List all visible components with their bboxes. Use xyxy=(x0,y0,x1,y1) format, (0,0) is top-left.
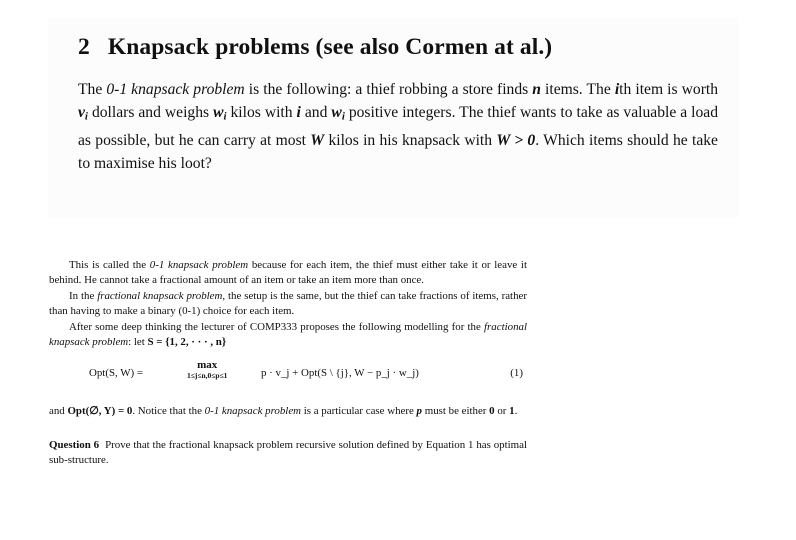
paragraph-modelling: After some deep thinking the lecturer of COMP333 proposes the following modelling for the fractional knapsack problem: let S = {1, 2, · · · , n} xyxy=(49,320,527,349)
problem-name: 0-1 knapsack problem xyxy=(106,81,245,98)
section-number: 2 xyxy=(78,34,90,60)
section-heading xyxy=(78,34,552,61)
intro-paragraph: The 0-1 knapsack problem is the following: a thief robbing a store finds n items. The ith item is worth $v_i$ dollars and weighs $w_i$ kilos with i and $w_i$ positive integers. The thief wants to take as valuable a load as possible, but he can carry at most W kilos in his knapsack with W > 0. Which items should he take to maximise his loot? xyxy=(78,81,719,172)
equation-1 xyxy=(49,356,527,400)
question-label: Question 6 xyxy=(49,438,100,451)
equation-max-operator: max 1≤j≤n,0≤p≤1 xyxy=(187,359,228,381)
section-title: Knapsack problems (see also Cormen at al.) xyxy=(107,34,553,60)
equation-number: (1) xyxy=(510,367,523,380)
equation-rhs: p · v_j + Opt(S \ {j}, W − p_j · w_j) xyxy=(261,367,419,380)
question-text: Prove that the fractional knapsack problem recursive solution defined by Equation 1 has optimal sub-structure. xyxy=(49,438,527,467)
lower-text-block xyxy=(49,258,527,469)
paragraph-01-explanation: This is called the 0-1 knapsack problem because for each item, the thief must either take it or leave it behind. He cannot take a fractional amount of an item or take an item more than once. xyxy=(49,259,527,287)
equation-lhs: Opt(S, W) = xyxy=(89,367,144,380)
question-6 xyxy=(49,438,527,469)
paragraph-base-case: and Opt(∅, Y) = 0. Notice that the 0-1 knapsack problem is a particular case where p must be either 0 or 1. xyxy=(49,405,518,418)
paragraph-fractional: In the fractional knapsack problem, the setup is the same, but the thief can take fractions of items, rather than having to make a binary (0-1) choice for each item. xyxy=(49,289,527,318)
set-definition: S = {1, 2, · · · , n} xyxy=(147,336,227,349)
capacity-condition: W > 0 xyxy=(496,131,536,149)
